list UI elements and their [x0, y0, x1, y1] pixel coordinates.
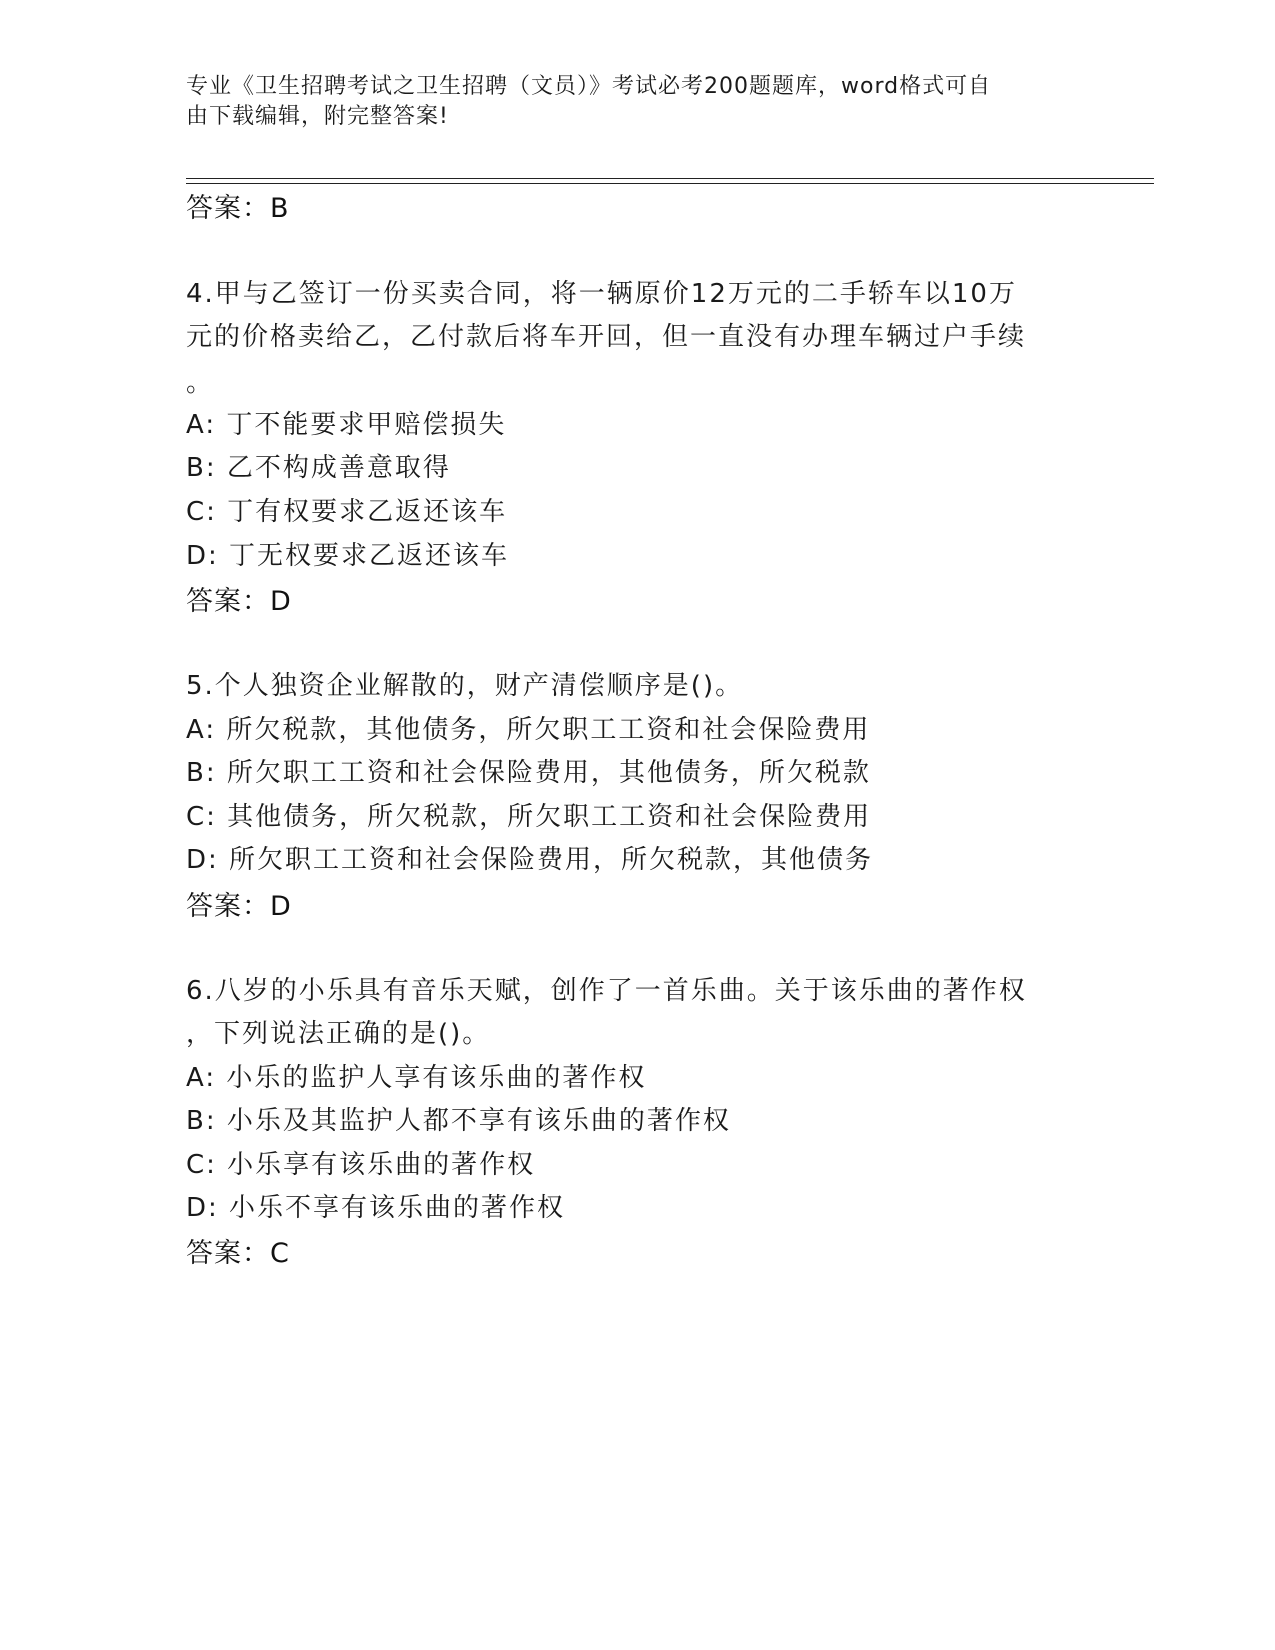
q4-stem-line-3: 。	[186, 368, 215, 398]
q6-option-c: C: 小乐享有该乐曲的著作权	[186, 1150, 536, 1180]
header-rule-top	[186, 178, 1154, 179]
header-line-1: 专业《卫生招聘考试之卫生招聘（文员）》考试必考200题题库，word格式可自	[186, 74, 992, 99]
q4-stem-line-1: 4.甲与乙签订一份买卖合同，将一辆原价12万元的二手轿车以10万	[186, 279, 1017, 309]
q6-stem-line-2: ，下列说法正确的是()。	[186, 1019, 491, 1049]
q4-option-c: C: 丁有权要求乙返还该车	[186, 497, 508, 527]
q5-option-a: A: 所欠税款，其他债务，所欠职工工资和社会保险费用	[186, 715, 871, 745]
q5-option-d: D: 所欠职工工资和社会保险费用，所欠税款，其他债务	[186, 845, 874, 875]
q6-option-d: D: 小乐不享有该乐曲的著作权	[186, 1193, 566, 1223]
q4-option-b: B: 乙不构成善意取得	[186, 453, 451, 483]
header-rule-bottom	[186, 183, 1154, 184]
q5-option-b: B: 所欠职工工资和社会保险费用，其他债务，所欠税款	[186, 758, 871, 788]
q5-stem-line-1: 5.个人独资企业解散的，财产清偿顺序是()。	[186, 671, 744, 701]
q6-option-b: B: 小乐及其监护人都不享有该乐曲的著作权	[186, 1106, 731, 1136]
q5-answer: 答案：D	[186, 891, 292, 922]
answer-previous: 答案：B	[186, 193, 290, 224]
q4-stem-line-2: 元的价格卖给乙，乙付款后将车开回，但一直没有办理车辆过户手续	[186, 322, 1027, 352]
q4-option-d: D: 丁无权要求乙返还该车	[186, 541, 510, 571]
q6-stem-line-1: 6.八岁的小乐具有音乐天赋，创作了一首乐曲。关于该乐曲的著作权	[186, 976, 1027, 1006]
q5-option-c: C: 其他债务，所欠税款，所欠职工工资和社会保险费用	[186, 802, 872, 832]
q6-answer: 答案：C	[186, 1238, 290, 1269]
q4-answer: 答案：D	[186, 586, 292, 617]
document-header	[186, 72, 1086, 132]
q6-option-a: A: 小乐的监护人享有该乐曲的著作权	[186, 1063, 647, 1093]
header-line-2: 由下载编辑，附完整答案!	[186, 104, 449, 129]
q4-option-a: A: 丁不能要求甲赔偿损失	[186, 410, 507, 440]
